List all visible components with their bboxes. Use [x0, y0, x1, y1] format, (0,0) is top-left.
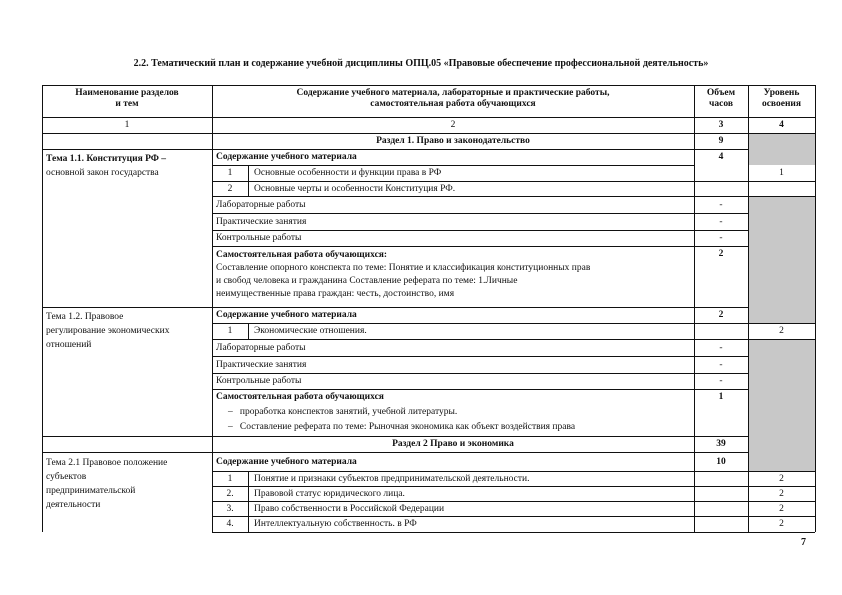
topic11-self-line1: Составление опорного конспекта по теме: Понятие и классификация конституционных прав: [216, 263, 591, 273]
topic12-item1-level: 2: [779, 326, 784, 336]
topic11-name-line1: Тема 1.1. Конституция РФ –: [46, 154, 167, 164]
topic11-item2-num: 2: [227, 184, 233, 194]
header-num-2: 2: [450, 120, 456, 130]
topic11-content-label: Содержание учебного материала: [216, 152, 357, 162]
topic21-item1-level: 2: [779, 474, 784, 484]
topic11-self-line3: неимущественные права граждан: честь, достоинство, имя: [216, 289, 455, 299]
header-num-4: 4: [779, 120, 784, 130]
header-col1: [42, 88, 212, 110]
header-num-3: 3: [718, 120, 724, 130]
level-shade-4: [748, 452, 815, 471]
level-shade-2: [748, 196, 815, 323]
topic21-item4-text: Интеллектуальную собственность. в РФ: [254, 519, 417, 529]
topic21-item3-level: 2: [779, 504, 784, 514]
topic11-lab: Лабораторные работы: [216, 200, 306, 210]
topic12-bullet2-text: Составление реферата по теме: Рыночная экономика как объект воздействия права: [239, 422, 576, 432]
topic12-bullet2: [228, 422, 575, 433]
topic11-name-line2: основной закон государства: [46, 168, 159, 178]
topic21-item2-num: 2.: [226, 489, 234, 499]
header-col4: [748, 88, 815, 110]
topic21-item1-text: Понятие и признаки субъектов предпринимательской деятельности.: [254, 474, 530, 484]
topic21-item4-level: 2: [779, 519, 784, 529]
topic21-name-line4: деятельности: [46, 500, 101, 510]
topic21-item3-num: 3.: [226, 504, 234, 514]
topic21-name: [46, 456, 212, 512]
topic12-lab-hours: -: [719, 343, 723, 353]
topic11-item1-text: Основные особенности и функции права в РФ: [254, 168, 442, 178]
header-num-1: 1: [124, 120, 130, 130]
topic12-control: Контрольные работы: [216, 376, 302, 386]
document-title: 2.2. Тематический план и содержание учебной дисциплины ОПЦ.05 «Правовые обеспечение профессиональной деятельность»: [133, 58, 709, 69]
header-col1-line2: и тем: [115, 99, 139, 109]
header-col3-line2: часов: [709, 99, 733, 109]
topic12-item1-text: Экономические отношения.: [254, 326, 367, 336]
topic12-name-line2: регулирование экономических: [46, 326, 170, 336]
topic11-item1-level: 1: [779, 168, 784, 178]
topic12-item1-num: 1: [227, 326, 233, 336]
topic11-practice: Практические занятия: [216, 217, 307, 227]
topic12-lab: Лабораторные работы: [216, 343, 306, 353]
topic11-self-line2: и свобод человека и гражданина Составление реферата по теме: 1.Личные: [216, 276, 518, 286]
topic21-item2-level: 2: [779, 489, 784, 499]
topic12-hours: 2: [718, 310, 724, 320]
topic12-practice: Практические занятия: [216, 360, 307, 370]
topic21-hours: 10: [716, 457, 726, 467]
topic21-item3-text: Право собственности в Российской Федерации: [254, 504, 445, 514]
topic12-practice-hours: -: [719, 360, 723, 370]
topic21-item4-num: 4.: [226, 519, 234, 529]
topic12-name: [46, 310, 212, 352]
topic11-self-hours: 2: [718, 249, 724, 259]
header-col4-line1: Уровень: [763, 88, 800, 98]
dash-bullet: –: [228, 407, 233, 417]
topic12-bullet1-text: проработка конспектов занятий, учебной литературы.: [239, 407, 458, 417]
topic21-name-line2: субъектов: [46, 472, 87, 482]
topic21-content-label: Содержание учебного материала: [216, 457, 357, 467]
topic11-self-label: Самостоятельная работа обучающихся:: [216, 250, 388, 260]
topic11-practice-hours: -: [719, 217, 723, 227]
topic11-control-hours: -: [719, 233, 723, 243]
section1-hours: 9: [718, 136, 724, 146]
level-shade-3: [748, 339, 815, 452]
topic12-bullet1: [228, 407, 457, 418]
topic11-item2-text: Основные черты и особенности Конституция РФ.: [254, 184, 456, 194]
topic12-control-hours: -: [719, 376, 723, 386]
topic11-self-work: [216, 249, 692, 301]
header-col2-line2: самостоятельная работа обучающихся: [370, 99, 536, 109]
section2-hours: 39: [716, 439, 726, 449]
topic11-hours: 4: [718, 152, 724, 162]
header-col3-line1: Объем: [706, 88, 736, 98]
header-col1-line1: Наименование разделов: [75, 88, 179, 98]
dash-bullet: –: [228, 422, 233, 432]
header-col2: [212, 88, 694, 110]
topic11-name: [46, 152, 212, 180]
topic21-item1-num: 1: [227, 474, 233, 484]
header-col3: [694, 88, 748, 110]
section2-title: Раздел 2 Право и экономика: [392, 439, 514, 449]
topic21-name-line3: предпринимательской: [46, 486, 136, 496]
topic12-name-line3: отношений: [46, 340, 92, 350]
topic11-lab-hours: -: [719, 200, 723, 210]
topic12-self-label: Самостоятельная работа обучающихся: [216, 392, 384, 402]
topic12-self-hours: 1: [718, 392, 724, 402]
topic21-name-line1: Тема 2.1 Правовое положение: [46, 458, 168, 468]
topic11-item1-num: 1: [227, 168, 233, 178]
topic21-item2-text: Правовой статус юридического лица.: [254, 489, 405, 499]
topic12-name-line1: Тема 1.2. Правовое: [46, 312, 124, 322]
level-shade-1: [748, 133, 815, 165]
page-number: 7: [801, 537, 806, 548]
header-col2-line1: Содержание учебного материала, лабораторные и практические работы,: [296, 88, 610, 98]
header-col4-line2: освоения: [761, 99, 802, 109]
section1-title: Раздел 1. Право и законодательство: [376, 136, 530, 146]
topic11-control: Контрольные работы: [216, 233, 302, 243]
topic12-content-label: Содержание учебного материала: [216, 310, 357, 320]
